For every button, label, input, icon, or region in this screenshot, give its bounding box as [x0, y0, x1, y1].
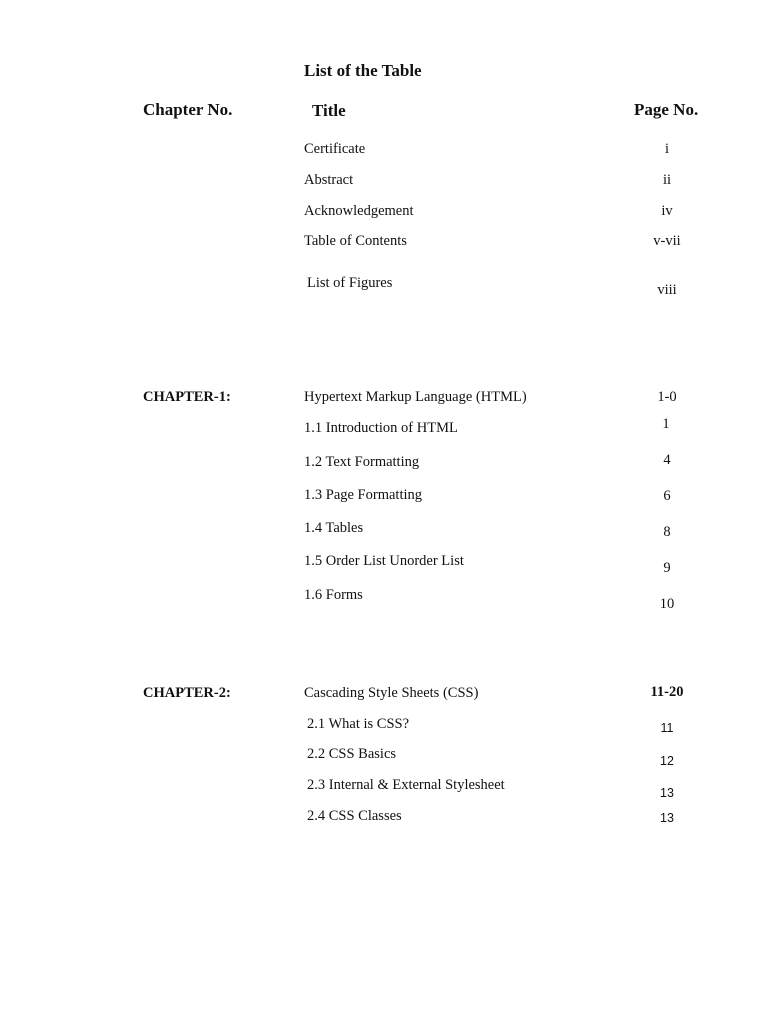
page-title: List of the Table: [304, 61, 422, 80]
chapter-title: Hypertext Markup Language (HTML): [304, 389, 527, 405]
section-page: 11: [660, 721, 674, 735]
section-page: 6: [663, 488, 671, 504]
section-page: 12: [660, 754, 674, 768]
header-title: Title: [312, 101, 346, 120]
chapter-label: CHAPTER-2:: [143, 685, 231, 701]
section-title: 2.1 What is CSS?: [307, 716, 410, 732]
front-matter-page: ii: [662, 172, 672, 188]
front-matter-title: Abstract: [304, 172, 354, 188]
section-page: 13: [660, 786, 674, 800]
front-matter-title: Certificate: [304, 141, 366, 157]
section-title: 1.2 Text Formatting: [304, 454, 420, 470]
section-page: 9: [663, 560, 671, 576]
chapter-label: CHAPTER-1:: [143, 389, 231, 405]
front-matter-page: v-vii: [653, 233, 681, 249]
section-title: 1.1 Introduction of HTML: [304, 420, 458, 436]
section-title: 2.4 CSS Classes: [307, 808, 402, 824]
section-title: 2.3 Internal & External Stylesheet: [307, 777, 505, 793]
section-page: 1: [662, 416, 670, 432]
header-page-no: Page No.: [634, 100, 699, 119]
front-matter-page: viii: [657, 282, 677, 298]
section-page: 10: [659, 596, 675, 612]
chapter-title: Cascading Style Sheets (CSS): [304, 685, 479, 701]
front-matter-title: Acknowledgement: [304, 203, 414, 219]
section-page: 13: [660, 811, 674, 825]
section-title: 1.3 Page Formatting: [304, 487, 423, 503]
section-title: 2.2 CSS Basics: [307, 746, 397, 762]
section-title: 1.6 Forms: [304, 587, 363, 603]
front-matter-page: iv: [661, 203, 673, 219]
front-matter-page: i: [664, 141, 670, 157]
header-chapter-no: Chapter No.: [143, 100, 233, 119]
section-title: 1.4 Tables: [304, 520, 364, 536]
section-title: 1.5 Order List Unorder List: [304, 553, 464, 569]
front-matter-title: Table of Contents: [304, 233, 407, 249]
front-matter-title: List of Figures: [307, 275, 393, 291]
section-page: 4: [663, 452, 671, 468]
section-page: 8: [663, 524, 671, 540]
chapter-pages: 1-0: [657, 389, 677, 405]
chapter-pages: 11-20: [650, 684, 684, 700]
